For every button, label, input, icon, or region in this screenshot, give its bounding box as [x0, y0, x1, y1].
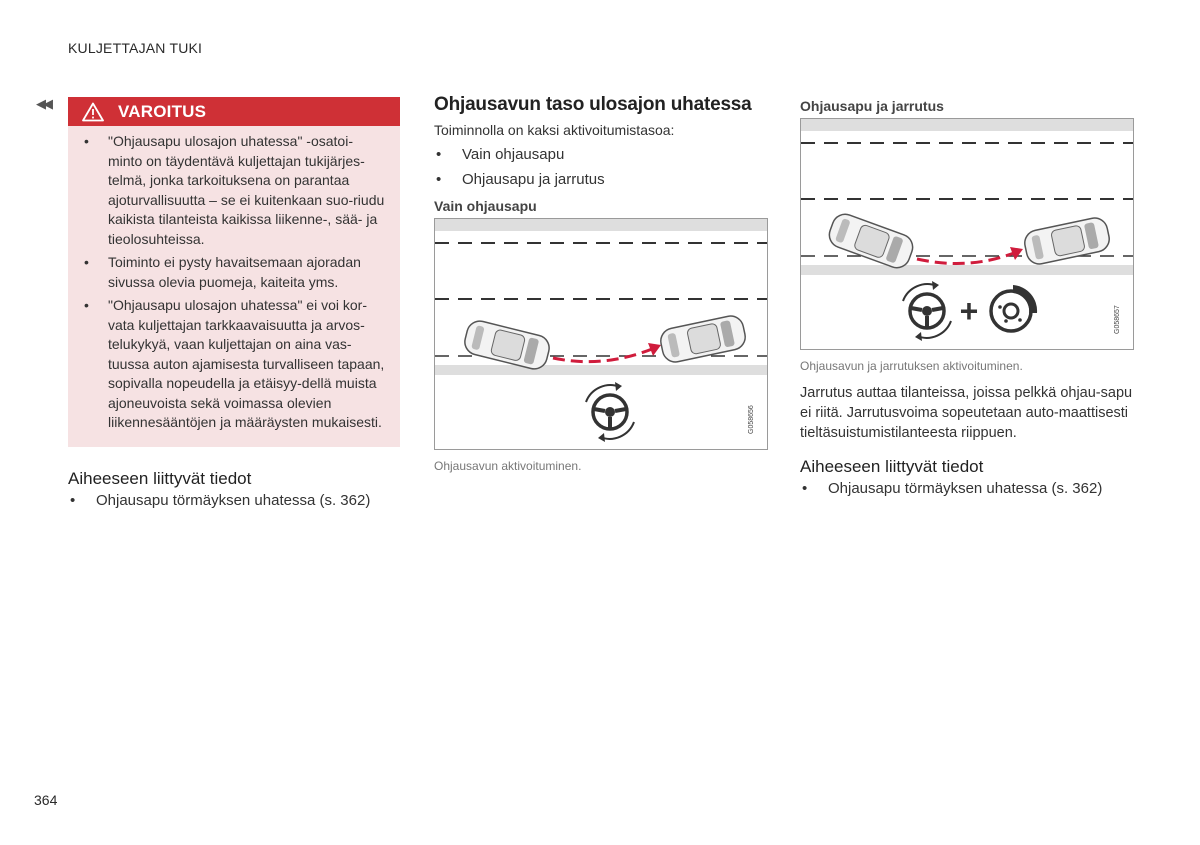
car-icon [1022, 216, 1111, 267]
body-paragraph: Jarrutus auttaa tilanteissa, joissa pelkkä ohjau-sapu ei riitä. Jarrutusvoima sopeutetaan auto-maattisesti tieltäsuistumistilanteesta riippuen. [800, 385, 1133, 441]
steering-wheel-icon [586, 382, 634, 442]
double-left-arrow-icon[interactable]: ◀◀ [36, 96, 50, 111]
section-title: Ohjausavun taso ulosajon uhatessa [434, 94, 752, 115]
warning-item: • Toiminto ei pysty havaitsemaan ajoradan sivussa olevia puomeja, kaiteita yms. [82, 253, 386, 292]
warning-item: • "Ohjausapu ulosajon uhatessa" ei voi kor-vata kuljettajan tarkkaavaisuutta ja arvos-telukykyä, vaan kuljettajan on aina vas-tuussa auton ajamisesta turvalliseen tapaan, sopivalla nopeudella ja etäisyy-dellä muista ajoneuvoista sekä voimassa olevien liikennesääntöjen ja määräysten mukaisesti. [82, 296, 386, 433]
warning-title: VAROITUS [118, 101, 207, 121]
page-header: KULJETTAJAN TUKI [68, 40, 203, 56]
warning-item: • "Ohjausapu ulosajon uhatessa" -osatoi-minto on täydentävä kuljettajan tukijärjes-telmä, jonka tarkoituksena on parantaa ajoturvallisuutta – se ei kuitenkaan suo-riudu kaikista tilanteista kaikissa liikenne-, sää- ja tieolosuhteissa. [82, 132, 386, 249]
car-icon [826, 211, 917, 272]
figure-steering-only [434, 218, 768, 450]
brake-disc-icon [991, 285, 1037, 331]
figure-caption: Ohjausavun ja jarrutuksen aktivoituminen. [800, 359, 1023, 373]
road-illustration [801, 119, 1133, 349]
intro-text: Toiminnolla on kaksi aktivoitumistasoa: [434, 122, 675, 138]
figure-heading: Ohjausapu ja jarrutus [800, 98, 944, 114]
figure-code: G058657 [1114, 305, 1121, 334]
right-column [800, 98, 1134, 499]
warning-column [68, 97, 400, 511]
road-illustration [435, 219, 767, 449]
related-heading: Aiheeseen liittyvät tiedot [800, 457, 984, 476]
related-heading: Aiheeseen liittyvät tiedot [68, 468, 252, 488]
warning-header [68, 97, 400, 126]
figure-steering-braking [800, 118, 1134, 350]
figure-caption: Ohjausavun aktivoituminen. [434, 459, 582, 473]
steering-wheel-icon [903, 281, 951, 341]
related-link[interactable]: • Ohjausapu törmäyksen uhatessa (s. 362) [68, 491, 400, 511]
plus-icon: + [959, 293, 979, 329]
warning-triangle-icon [82, 102, 104, 122]
level-item: • Ohjausapu ja jarrutus [434, 167, 774, 192]
warning-body [68, 126, 400, 447]
page-number: 364 [34, 792, 58, 808]
car-icon [462, 318, 552, 371]
figure-code: G058656 [748, 405, 755, 434]
car-icon [658, 314, 747, 365]
related-link[interactable]: • Ohjausapu törmäyksen uhatessa (s. 362) [800, 479, 1134, 499]
middle-column [434, 94, 774, 473]
figure-heading: Vain ohjausapu [434, 198, 537, 214]
level-item: • Vain ohjausapu [434, 142, 774, 167]
